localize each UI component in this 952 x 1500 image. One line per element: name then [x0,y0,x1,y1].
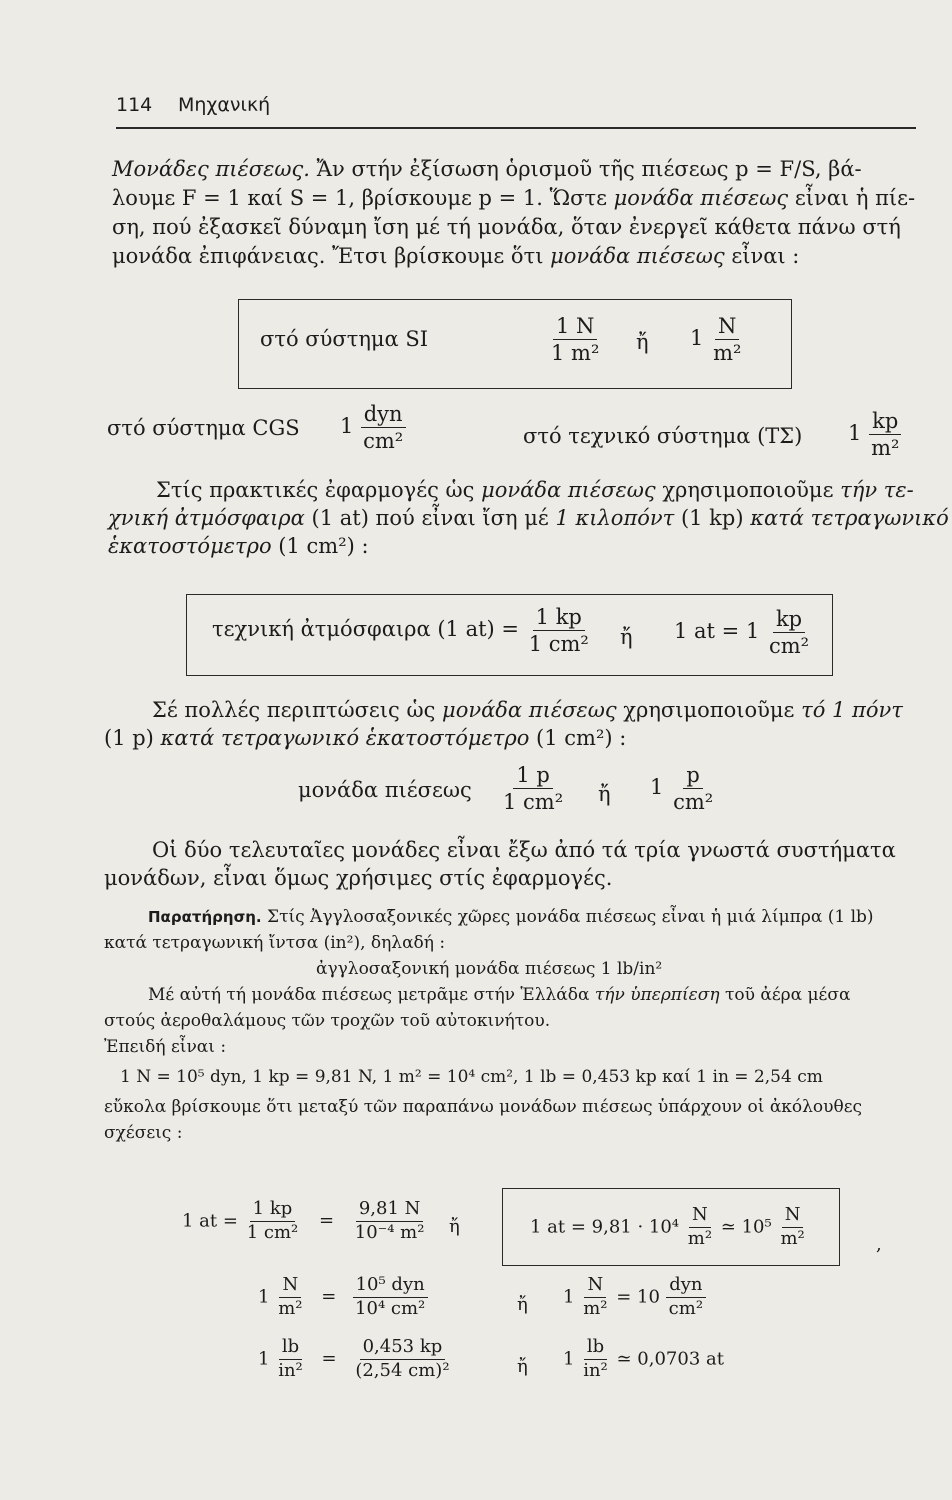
note-block [104,904,916,1146]
text: μονάδα ἐπιφάνειας. Ἔτσι βρίσκουμε ὅτι [112,244,551,268]
text: Στίς πρακτικές ἐφαρμογές ὡς [156,478,482,502]
relation-at-boxed [530,1206,808,1249]
numerator: kp [869,410,901,435]
numerator: 1 p [513,764,552,789]
text: ἀγγλοσαξονική μονάδα πιέσεως 1 lb/in² [316,959,663,979]
numerator: N [782,1206,804,1228]
denominator: cm² [668,1297,704,1319]
numerator: 10⁵ dyn [353,1276,428,1298]
comma: , [876,1234,882,1255]
coefficient: 1 [340,414,354,439]
denominator: m² [583,1297,608,1319]
technical-unit-label: στό τεχνικό σύστημα (ΤΣ) [523,424,803,448]
denominator: 10⁻⁴ m² [354,1221,425,1243]
text: σχέσεις : [104,1123,183,1143]
text: Μέ αὐτή τή μονάδα πιέσεως μετρᾶμε στήν Ἑλλάδα [148,985,595,1005]
text: Οἱ δύο τελευταῖες μονάδες εἶναι ἔξω ἀπό τά τρία γνωστά συστήματα [152,838,896,862]
si-unit-label: στό σύστημα SI [260,327,429,351]
pont-fraction [500,764,566,813]
denominator: in² [583,1359,608,1381]
note-title: Παρατήρηση. [148,908,262,926]
term: Μονάδες πιέσεως. [112,157,310,181]
or-word: ἤ [598,782,611,806]
coefficient: 1 [258,1348,270,1370]
text: = 10 [616,1286,660,1308]
text: στούς ἀεροθαλάμους τῶν τροχῶν τοῦ αὐτοκινήτου. [104,1011,551,1031]
denominator: (2,54 cm)² [355,1359,450,1381]
or-word: ἤ [636,330,649,354]
relation-pascal-result [563,1276,706,1319]
denominator: in² [278,1359,303,1381]
text: 1 at = [182,1210,238,1232]
si-fraction-2 [690,315,744,364]
numerator: 1 kp [533,606,585,631]
or-word: ἤ [517,1356,528,1377]
numerator: lb [279,1338,302,1360]
numerator: 1 kp [250,1200,296,1222]
conversion-list: 1 N = 10⁵ dyn, 1 kp = 9,81 N, 1 m² = 10⁴ cm², 1 lb = 0,453 kp καί 1 in = 2,54 cm [120,1067,823,1087]
or-word: ἤ [449,1216,460,1237]
text: Σέ πολλές περιπτώσεις ὡς [152,698,443,722]
denominator: m² [780,1227,805,1249]
text: λουμε F = 1 καί S = 1, βρίσκουμε p = 1. Ὥστε [112,186,614,210]
text: τοῦ ἀέρα μέσα [719,985,851,1005]
coefficient: 1 [690,326,704,351]
term: τήν ὑπερπίεση [594,985,720,1005]
or-word: ἤ [620,625,633,649]
denominator: m² [687,1227,713,1249]
text: 1 at = 9,81 · 10⁴ [530,1216,680,1238]
header-rule [116,127,916,129]
numerator: 1 N [553,315,597,340]
relation-psi-result [563,1338,724,1381]
cgs-unit-label: στό σύστημα CGS [107,416,300,440]
term: 1 κιλοπόντ [555,506,675,530]
numerator: kp [773,608,805,633]
text: Ἐπειδή εἶναι : [104,1037,227,1057]
denominator: 1 cm² [528,632,589,657]
term: τήν τε- [840,478,914,502]
numerator: N [715,315,739,340]
denominator: m² [713,341,742,366]
label-text: τεχνική ἀτμόσφαιρα (1 at) = [212,617,520,642]
term: κατά τετραγωνικό [750,506,949,530]
text: μονάδων, εἶναι ὅμως χρήσιμες στίς ἐφαρμογές. [104,866,613,890]
denominator: m² [278,1297,303,1319]
numerator: N [584,1276,606,1298]
equals-sign: = [318,1210,335,1232]
coefficient: 1 [563,1286,575,1308]
denominator: 10⁴ cm² [355,1297,426,1319]
denominator: 1 m² [551,341,600,366]
text: εὔκολα βρίσκουμε ὅτι μεταξύ τῶν παραπάνω μονάδων πιέσεως ὑπάρχουν οἱ ἀκόλουθες [104,1097,863,1117]
relation-at [182,1200,427,1243]
numerator: dyn [361,403,406,428]
text: (1 p) [104,726,161,750]
equals-sign: = [321,1286,337,1308]
at-equation [674,608,812,657]
paragraph-pressure-units [112,155,920,271]
equals-sign: = [321,1348,337,1370]
numerator: 9,81 N [356,1200,424,1222]
relation-pascal [258,1276,428,1319]
text: (1 kp) [674,506,751,530]
running-title: Μηχανική [178,94,271,116]
technical-fraction [848,410,902,459]
pont-fraction-2 [650,764,716,813]
term: μονάδα πιέσεως [613,186,789,210]
coefficient: 1 [258,1286,270,1308]
paragraph-last-units [104,836,916,892]
text: κατά τετραγωνική ἴντσα (in²), δηλαδή : [104,933,446,953]
term: μονάδα πιέσεως [442,698,617,722]
technical-atmosphere-label [212,606,592,655]
numerator: lb [584,1338,607,1360]
text: (1 cm²) : [529,726,627,750]
denominator: cm² [363,429,404,454]
term: μονάδα πιέσεως [550,244,725,268]
denominator: cm² [769,634,810,659]
term: χνική ἀτμόσφαιρα [108,506,305,530]
text: (1 cm²) : [271,534,369,558]
paragraph-technical-atmosphere [108,476,949,560]
numerator: N [689,1206,711,1228]
pont-label: μονάδα πιέσεως [298,778,472,802]
denominator: cm² [673,790,714,815]
term: τό 1 πόντ [801,698,903,722]
coefficient: 1 [650,775,664,800]
label-text: 1 at = 1 [674,619,760,644]
numerator: p [683,764,702,789]
term: κατά τετραγωνικό ἑκατοστόμετρο [160,726,530,750]
denominator: 1 cm² [246,1221,299,1243]
text: Ἄν στήν ἐξίσωση ὁρισμοῦ τῆς πιέσεως p = F/S, βά- [309,157,862,181]
denominator: 1 cm² [503,790,564,815]
page-number: 114 [116,94,153,116]
text: χρησιμοποιοῦμε [655,478,841,502]
numerator: N [279,1276,301,1298]
numerator: dyn [666,1276,705,1298]
text: (1 at) πού εἶναι ἴση μέ [304,506,556,530]
text: εἶναι ἡ πίε- [788,186,916,210]
coefficient: 1 [563,1348,575,1370]
denominator: m² [871,436,900,461]
cgs-fraction [340,403,406,452]
relation-psi [258,1338,453,1381]
term: ἑκατοστόμετρο [108,534,272,558]
coefficient: 1 [848,421,862,446]
text: ση, πού ἐξασκεῖ δύναμη ἴση μέ τή μονάδα, ὅταν ἐνεργεῖ κάθετα πάνω στή [112,215,901,239]
text: χρησιμοποιοῦμε [616,698,802,722]
paragraph-pont [104,696,920,752]
text: εἶναι : [724,244,800,268]
text: ≃ 10⁵ [720,1216,772,1238]
term: μονάδα πιέσεως [481,478,656,502]
text: Στίς Ἀγγλοσαξονικές χῶρες μονάδα πιέσεως εἶναι ἡ μιά λίμπρα (1 lb) [261,907,874,927]
numerator: 0,453 kp [360,1338,446,1360]
si-fraction [548,315,602,364]
text: ≃ 0,0703 at [616,1348,724,1370]
or-word: ἤ [517,1294,528,1315]
